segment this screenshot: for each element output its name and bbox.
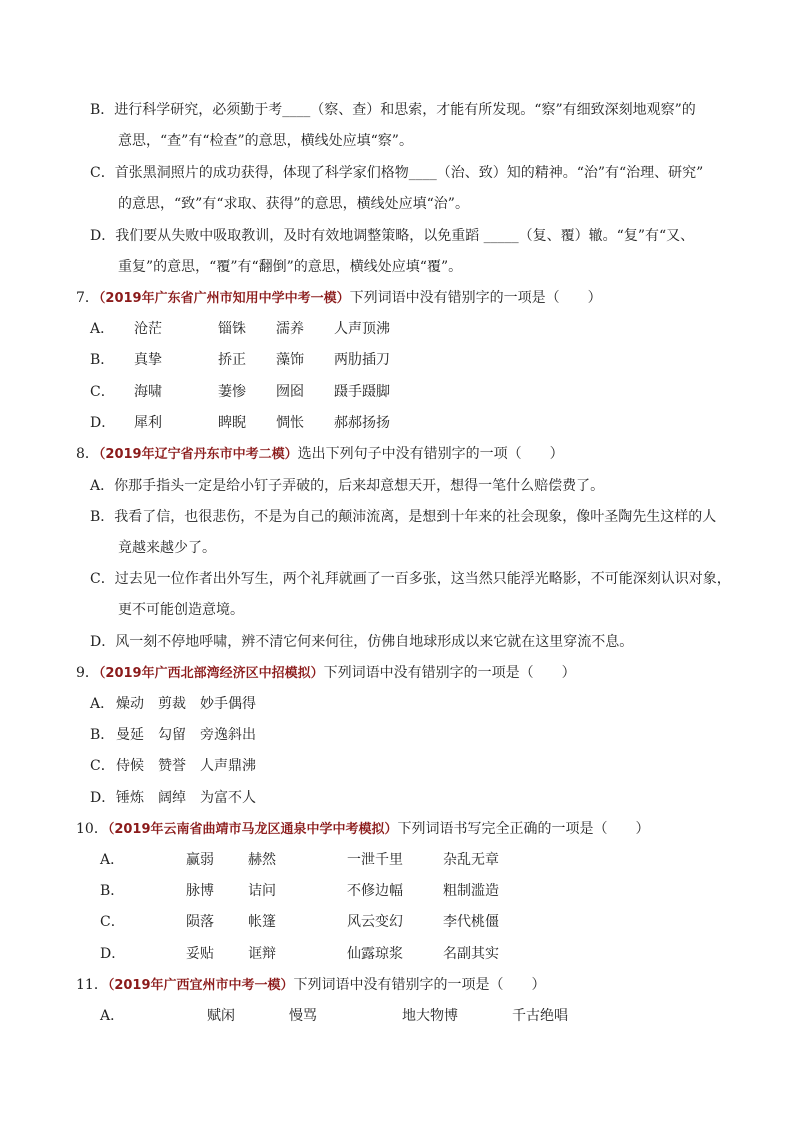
q6-option-b-line1: B．进行科学研究，必须勤于考____（察、查）和思索，才能有所发现。“察”有细致深刻地观察”的 <box>90 102 696 118</box>
option-word: 囫囵 <box>276 384 304 400</box>
option-word: 锤炼 <box>116 790 144 806</box>
q10-option-c <box>100 912 499 932</box>
option-word: 郝郝扬扬 <box>334 415 390 431</box>
option-word: 侍候 <box>116 758 144 774</box>
option-word: 赞誉 <box>158 758 186 774</box>
q6-option-c-line1: C．首张黑洞照片的成功获得，体现了科学家们格物____（治、致）知的精神。“治”有“治理、研究” <box>90 165 704 181</box>
option-word: 陨落 <box>186 914 214 930</box>
option-label: A． <box>90 696 115 712</box>
option-label: B． <box>100 883 125 899</box>
q9-source: （2019年广西北部湾经济区中招模拟） <box>98 666 324 681</box>
q10-question: 下列词语书写完全正确的一项是（ ） <box>397 821 650 837</box>
q7-stem <box>76 288 602 309</box>
option-label: D． <box>90 415 116 431</box>
option-label: C． <box>90 384 115 400</box>
option-word: 人声鼎沸 <box>200 758 256 774</box>
option-word: 阔绰 <box>158 790 186 806</box>
q8-option-d: D．风一刻不停地呼啸，辨不清它何来何往，仿佛自地球形成以来它就在这里穿流不息。 <box>90 634 634 650</box>
option-word: 妥贴 <box>186 946 214 962</box>
q8-option-b-line2: 竟越来越少了。 <box>118 540 216 556</box>
option-word: 赫然 <box>248 852 276 868</box>
option-word: 两肋插刀 <box>334 352 390 368</box>
option-word: 粗制滥造 <box>443 883 499 899</box>
option-word: 风云变幻 <box>347 914 403 930</box>
q6-option-c-line2: 的意思，“致”有“求取、获得”的意思，横线处应填“治”。 <box>118 196 469 212</box>
q6-option-d-line2: 重复”的意思，“覆”有“翻倒”的意思，横线处应填“覆”。 <box>118 259 463 275</box>
option-word: 诘问 <box>248 883 276 899</box>
option-word: 挢正 <box>218 352 246 368</box>
q11-question: 下列词语中没有错别字的一项是（ ） <box>293 977 546 993</box>
q9-question: 下列词语中没有错别字的一项是（ ） <box>323 665 576 681</box>
option-word: 慢骂 <box>289 1008 317 1024</box>
q9-option-d <box>90 788 256 808</box>
option-word: 惆怅 <box>276 415 304 431</box>
option-word: 勾留 <box>158 727 186 743</box>
option-word: 剪裁 <box>158 696 186 712</box>
option-label: D． <box>90 790 116 806</box>
option-word: 李代桃僵 <box>443 914 499 930</box>
q6-option-d-line1: D．我们要从失败中吸取教训，及时有效地调整策略，以免重蹈 _____（复、覆）辙。“复”有“又、 <box>90 228 695 244</box>
q8-option-a: A．你那手指头一定是给小钉子弄破的，后来却意想天开，想得一笔什么赔偿费了。 <box>90 478 605 494</box>
option-label: A． <box>100 852 125 868</box>
option-word: 赋闲 <box>207 1008 235 1024</box>
option-word: 藻饰 <box>276 352 304 368</box>
option-word: 旁逸斜出 <box>200 727 256 743</box>
option-word: 濡养 <box>276 321 304 337</box>
option-word: 蹑手蹑脚 <box>334 384 390 400</box>
q9-option-a <box>90 694 256 714</box>
q7-option-d <box>90 413 390 433</box>
q9-stem <box>76 663 576 684</box>
q7-option-b <box>90 350 390 370</box>
q11-source: （2019年广西宜州市中考一模） <box>107 978 294 993</box>
option-word: 不修边幅 <box>347 883 403 899</box>
q7-option-c <box>90 382 390 402</box>
option-label: C． <box>100 914 125 930</box>
q10-option-a <box>100 850 499 870</box>
q8-stem <box>76 444 564 465</box>
q8-question: 选出下列句子中没有错别字的一项（ ） <box>297 446 564 462</box>
q9-number: 9． <box>76 665 99 681</box>
q7-number: 7． <box>76 290 99 306</box>
q10-option-b <box>100 881 499 901</box>
q8-number: 8． <box>76 446 99 462</box>
q9-option-c <box>90 756 256 776</box>
q10-stem <box>76 819 650 840</box>
q9-option-b <box>90 725 256 745</box>
option-word: 脉博 <box>186 883 214 899</box>
q7-option-a <box>90 319 390 339</box>
option-word: 为富不人 <box>200 790 256 806</box>
q7-source: （2019年广东省广州市知用中学中考一模） <box>98 291 350 306</box>
option-label: C． <box>90 758 115 774</box>
option-word: 燥动 <box>116 696 144 712</box>
option-word: 犀利 <box>134 415 162 431</box>
option-label: B． <box>90 727 115 743</box>
q7-question: 下列词语中没有错别字的一项是（ ） <box>349 290 602 306</box>
q8-source: （2019年辽宁省丹东市中考二模） <box>98 447 298 462</box>
option-word: 人声顶沸 <box>334 321 390 337</box>
option-word: 睥睨 <box>218 415 246 431</box>
option-word: 诓辩 <box>248 946 276 962</box>
option-word: 地大物博 <box>402 1008 458 1024</box>
option-label: A． <box>90 321 115 337</box>
option-word: 一泄千里 <box>347 852 403 868</box>
q11-stem <box>76 975 546 996</box>
q10-number: 10． <box>76 821 108 837</box>
q10-source: （2019年云南省曲靖市马龙区通泉中学中考模拟） <box>107 822 398 837</box>
option-word: 帐篷 <box>248 914 276 930</box>
option-word: 妙手偶得 <box>200 696 256 712</box>
option-word: 赢弱 <box>186 852 214 868</box>
option-word: 仙露琼浆 <box>347 946 403 962</box>
option-label: A． <box>100 1008 125 1024</box>
option-label: B． <box>90 352 115 368</box>
option-label: D． <box>100 946 126 962</box>
q6-option-b-line2: 意思，“查”有“检查”的意思，横线处应填“察”。 <box>118 133 413 149</box>
q8-option-b-line1: B．我看了信，也很悲伤，不是为自己的颠沛流离，是想到十年来的社会现象，像叶圣陶先生这样的人 <box>90 509 717 525</box>
option-word: 千古绝唱 <box>512 1008 568 1024</box>
option-word: 沧茫 <box>134 321 162 337</box>
option-word: 萋惨 <box>218 384 246 400</box>
option-word: 真挚 <box>134 352 162 368</box>
option-word: 曼延 <box>116 727 144 743</box>
option-word: 海啸 <box>134 384 162 400</box>
option-word: 锱铢 <box>218 321 246 337</box>
option-word: 名副其实 <box>443 946 499 962</box>
q8-option-c-line1: C．过去见一位作者出外写生，两个礼拜就画了一百多张，这当然只能浮光略影，不可能深刻认识对象， <box>90 571 731 587</box>
option-word: 杂乱无章 <box>443 852 499 868</box>
q10-option-d <box>100 944 499 964</box>
q11-option-a <box>100 1006 568 1026</box>
q8-option-c-line2: 更不可能创造意境。 <box>118 602 244 618</box>
q11-number: 11． <box>76 977 108 993</box>
